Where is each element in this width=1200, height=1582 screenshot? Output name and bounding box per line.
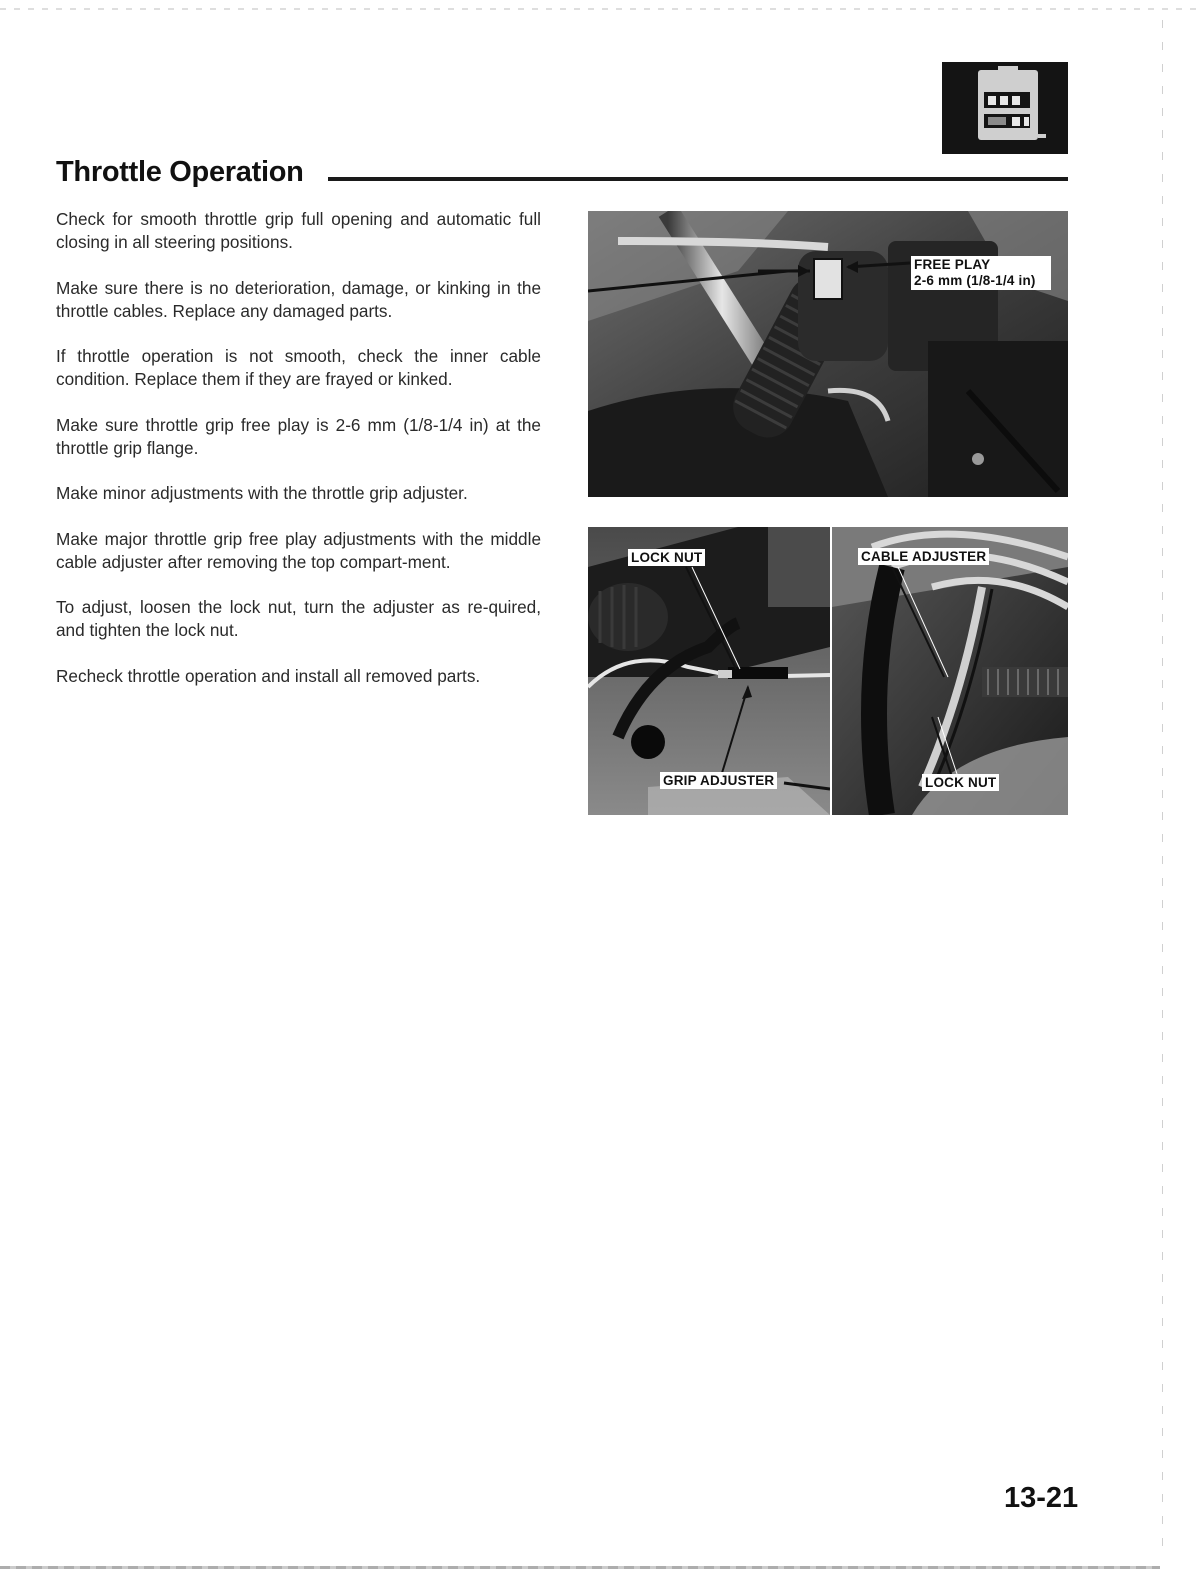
page-number: 13-21 xyxy=(1004,1482,1079,1514)
cable-adjuster-photo xyxy=(832,527,1068,815)
paragraph: To adjust, loosen the lock nut, turn the adjuster as re-quired, and tighten the lock nut. xyxy=(56,597,541,640)
paragraph: Recheck throttle operation and install all removed parts. xyxy=(56,665,481,686)
paragraph: Make sure there is no deterioration, damage, or kinking in the throttle cables. Replace any damaged parts. xyxy=(56,277,541,321)
cable-adjuster-callout: CABLE ADJUSTER xyxy=(858,548,989,565)
controls-panel-icon xyxy=(942,62,1068,154)
section-tab xyxy=(942,62,1068,154)
title-rule xyxy=(328,177,1068,181)
paragraph: Make minor adjustments with the throttle grip adjuster. xyxy=(56,483,468,503)
grip-adjuster-callout: GRIP ADJUSTER xyxy=(660,772,777,789)
lock-nut-callout-right: LOCK NUT xyxy=(922,774,999,791)
paragraph: Make major throttle grip free play adjustments with the middle cable adjuster after removing the top compart-ment. xyxy=(56,528,541,572)
instructions-text xyxy=(56,208,541,710)
scan-edge-bottom xyxy=(0,1566,1160,1569)
paragraph: If throttle operation is not smooth, check the inner cable condition. Replace them if they are frayed or kinked. xyxy=(56,346,541,389)
throttle-grip-illustration xyxy=(588,211,1068,497)
paragraph: Make sure throttle grip free play is 2-6 mm (1/8-1/4 in) at the throttle grip flange. xyxy=(56,414,541,458)
throttle-grip-photo xyxy=(588,211,1068,497)
scan-edge-right xyxy=(1162,20,1163,1560)
cable-adjuster-illustration xyxy=(832,527,1068,815)
free-play-label: FREE PLAY xyxy=(914,257,991,272)
free-play-callout xyxy=(911,256,1051,290)
paragraph: Check for smooth throttle grip full opening and automatic full closing in all steering positions. xyxy=(56,209,541,252)
page-title: Throttle Operation xyxy=(56,156,304,188)
free-play-value: 2-6 mm (1/8-1/4 in) xyxy=(914,273,1036,288)
scan-edge-top xyxy=(0,8,1200,10)
lock-nut-callout-left: LOCK NUT xyxy=(628,549,705,566)
